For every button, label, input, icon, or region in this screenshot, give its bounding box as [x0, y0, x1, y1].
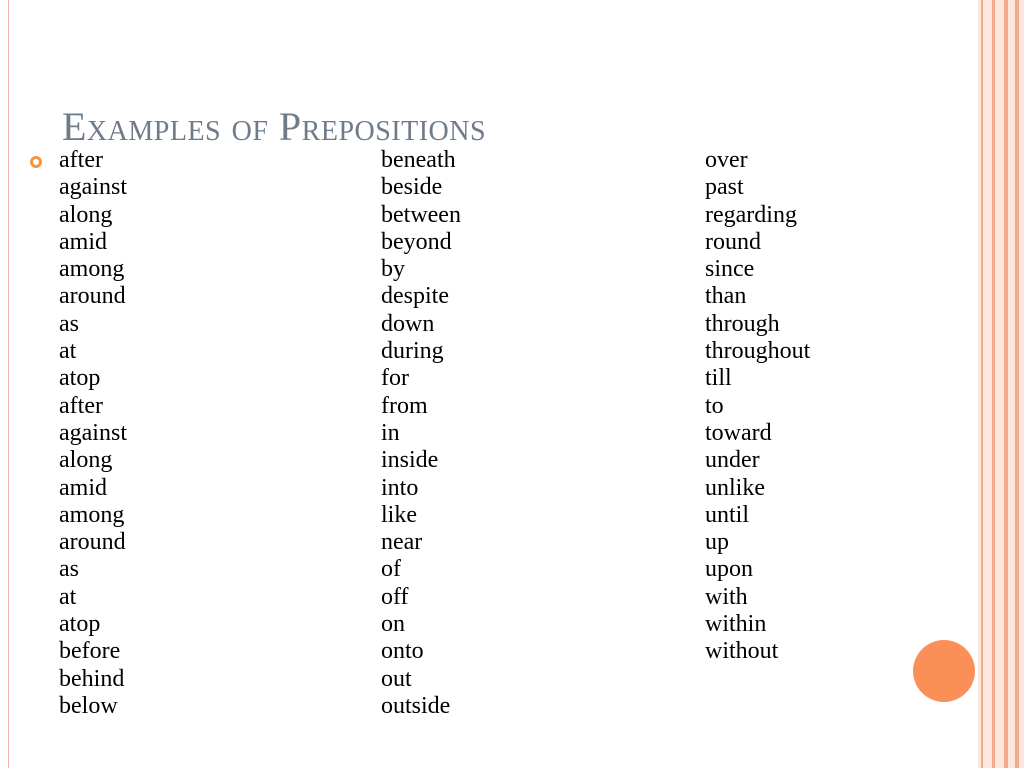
preposition-item: to [705, 392, 724, 419]
preposition-item: on [381, 611, 405, 638]
preposition-item: atop [59, 365, 101, 392]
preposition-item: up [705, 529, 729, 556]
preposition-item: as [59, 556, 79, 583]
preposition-item: unlike [705, 474, 765, 501]
right-stripe [992, 0, 995, 768]
preposition-item: despite [381, 283, 449, 310]
preposition-item: from [381, 392, 428, 419]
prepositions-column-2 [381, 147, 461, 720]
preposition-item: before [59, 638, 121, 665]
preposition-item: along [59, 447, 113, 474]
preposition-item: atop [59, 611, 101, 638]
preposition-item: after [59, 147, 103, 173]
preposition-item: as [59, 310, 79, 337]
preposition-item: around [59, 529, 126, 556]
prepositions-column-1 [59, 147, 127, 720]
right-stripe [1004, 0, 1008, 768]
preposition-item: for [381, 365, 409, 392]
preposition-item: regarding [705, 201, 797, 228]
prepositions-column-3 [705, 147, 810, 666]
preposition-item: between [381, 201, 461, 228]
preposition-item: round [705, 228, 761, 255]
preposition-item: past [705, 174, 744, 201]
preposition-item: till [705, 365, 732, 392]
preposition-item: beyond [381, 228, 452, 255]
preposition-item: below [59, 692, 118, 719]
preposition-item: over [705, 147, 748, 173]
preposition-item: beside [381, 174, 443, 201]
preposition-item: without [705, 638, 779, 665]
preposition-item: toward [705, 419, 772, 446]
right-stripe [981, 0, 983, 768]
preposition-item: down [381, 310, 435, 337]
preposition-item: among [59, 501, 125, 528]
preposition-item: with [705, 583, 748, 610]
preposition-item: since [705, 256, 755, 283]
preposition-item: amid [59, 228, 107, 255]
preposition-item: of [381, 556, 401, 583]
preposition-item: upon [705, 556, 753, 583]
preposition-item: amid [59, 474, 107, 501]
preposition-item: along [59, 201, 113, 228]
preposition-item: off [381, 583, 409, 610]
preposition-item: throughout [705, 338, 811, 365]
preposition-item: during [381, 338, 444, 365]
preposition-item: out [381, 665, 412, 692]
preposition-item: near [381, 529, 423, 556]
preposition-item: behind [59, 665, 125, 692]
left-border-line [8, 0, 9, 768]
preposition-item: in [381, 419, 400, 446]
preposition-item: within [705, 611, 767, 638]
bullet-icon [30, 156, 42, 168]
preposition-item: around [59, 283, 126, 310]
preposition-item: against [59, 419, 127, 446]
preposition-item: at [59, 583, 77, 610]
preposition-item: after [59, 392, 103, 419]
preposition-item: at [59, 338, 77, 365]
preposition-item: like [381, 501, 417, 528]
preposition-item: against [59, 174, 127, 201]
slide-title: Examples of Prepositions [62, 104, 487, 149]
preposition-item: into [381, 474, 419, 501]
preposition-item: onto [381, 638, 424, 665]
right-stripe [1015, 0, 1019, 768]
preposition-item: than [705, 283, 747, 310]
preposition-item: under [705, 447, 760, 474]
preposition-item: inside [381, 447, 439, 474]
preposition-item: by [381, 256, 405, 283]
preposition-item: through [705, 310, 780, 337]
preposition-item: until [705, 501, 750, 528]
preposition-item: outside [381, 692, 451, 719]
decorative-circle [913, 640, 975, 702]
preposition-item: among [59, 256, 125, 283]
preposition-item: beneath [381, 147, 456, 173]
